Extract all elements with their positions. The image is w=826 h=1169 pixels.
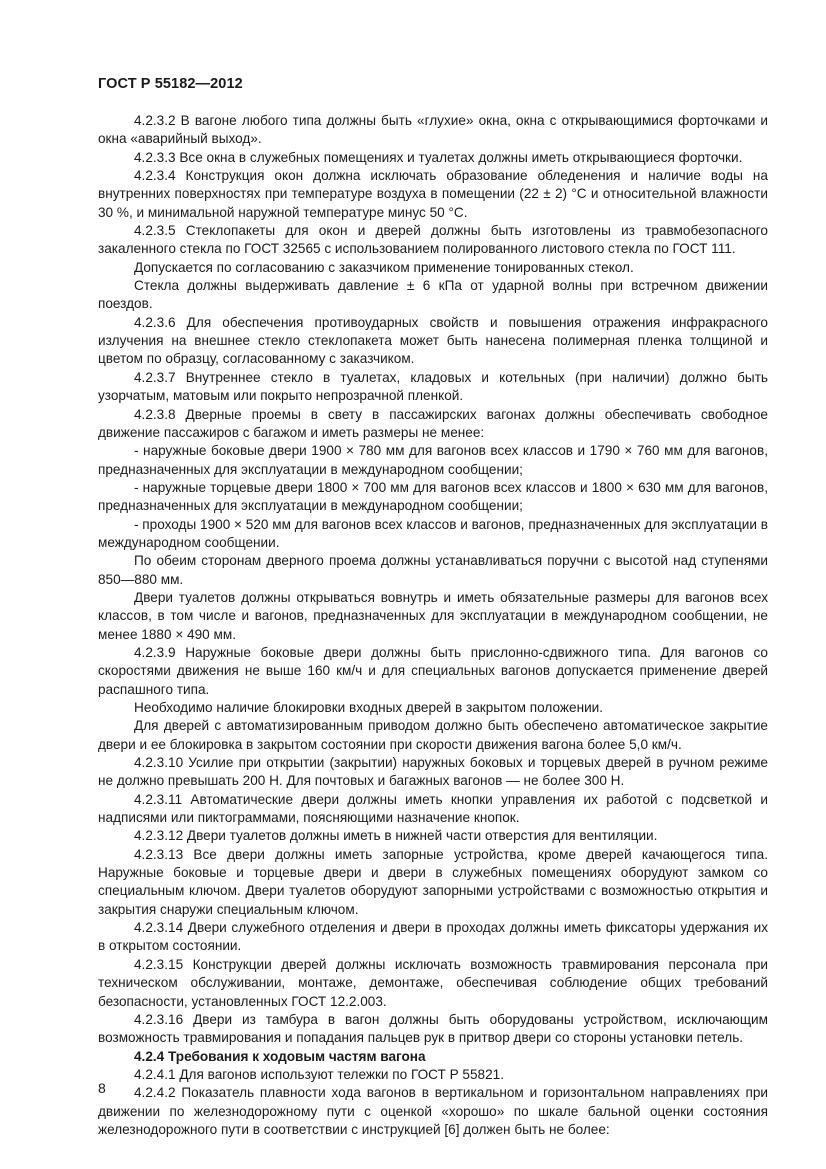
paragraph: По обеим сторонам дверного проема должны устанавливаться поручни с высотой над ступенями 850—880 мм. [98, 553, 768, 587]
paragraph: 4.2.3.4 Конструкция окон должна исключать образование обледенения и наличие воды на внутренних поверхностях при температуре воздуха в помещении (22 ± 2) °С и относительной влажности 30 %, и минимальной наружной температуре минус 50 °С. [98, 168, 768, 220]
paragraph: 4.2.3.11 Автоматические двери должны иметь кнопки управления их работой с подсветкой и надписями или пиктограммами, поясняющими назначение кнопок. [98, 791, 768, 826]
paragraph: - проходы 1900 × 520 мм для вагонов всех классов и вагонов, предназначенных для эксплуатации в международном сообщении. [98, 516, 768, 550]
paragraph: Стекла должны выдерживать давление ± 6 кПа от ударной волны при встречном движении поездов. [98, 278, 768, 312]
document-header: ГОСТ Р 55182—2012 [98, 76, 243, 92]
paragraph: 4.2.3.14 Двери служебного отделения и двери в проходах должны иметь фиксаторы удержания их в открытом состоянии. [98, 920, 768, 954]
paragraph: Двери туалетов должны открываться вовнутрь и иметь обязательные размеры для вагонов всех классов, в том числе и вагонов, предназначенных для эксплуатации в международном сообщении, не менее 1880 × 490 мм. [98, 589, 768, 642]
paragraph: 4.2.3.12 Двери туалетов должны иметь в нижней части отверстия для вентиляции. [134, 828, 658, 844]
paragraph: 4.2.3.8 Дверные проемы в свету в пассажирских вагонах должны обеспечивать свободное движение пассажиров с багажом и иметь размеры не менее: [98, 406, 768, 440]
paragraph: 4.2.3.5 Стеклопакеты для окон и дверей должны быть изготовлены из травмобезопасного закаленного стекла по ГОСТ 32565 с использованием полированного листового стекла по ГОСТ 111. [98, 223, 768, 257]
paragraph: Допускается по согласованию с заказчиком применение тонированных стекол. [134, 259, 634, 275]
paragraph: - наружные торцевые двери 1800 × 700 мм для вагонов всех классов и 1800 × 630 мм для вагонов, предназначенных для эксплуатации в международном сообщении; [98, 479, 768, 514]
paragraph: 4.2.3.9 Наружные боковые двери должны быть прислонно-сдвижного типа. Для вагонов со скоростями движения не выше 160 км/ч и для специальных вагонов допускается применение дверей распашного типа. [98, 644, 768, 697]
paragraph: 4.2.3.3 Все окна в служебных помещениях и туалетах должны иметь открывающиеся форточки. [134, 149, 743, 165]
paragraph: 4.2.3.10 Усилие при открытии (закрытии) наружных боковых и торцевых дверей в ручном режиме не должно превышать 200 Н. Для почтовых и багажных вагонов — не более 300 Н. [98, 755, 768, 789]
paragraph: 4.2.3.13 Все двери должны иметь запорные устройства, кроме дверей качающегося типа. Наружные боковые и торцевые двери и двери в служебных помещениях оборудуют замком со специальным ключом. Двери туалетов оборудуют запорными устройствами с возможностью открытия и закрытия снаружи специальным ключом. [98, 846, 768, 917]
paragraph: 4.2.4.1 Для вагонов используют тележки по ГОСТ Р 55821. [134, 1066, 505, 1082]
paragraph: 4.2.4.2 Показатель плавности хода вагонов в вертикальном и горизонтальном направлениях при движении по железнодорожному пути с оценкой «хорошо» по шкале бальной оценки состояния железнодорожного пути в соответствии с инструкцией [6] должен быть не более: [98, 1085, 768, 1137]
paragraph: Необходимо наличие блокировки входных дверей в закрытом положении. [134, 700, 604, 715]
paragraph: 4.2.3.6 Для обеспечения противоударных свойств и повышения отражения инфракрасного излучения на внешнее стекло стеклопакета может быть нанесена полимерная пленка толщиной и цветом по образцу, согласованному с заказчиком. [98, 314, 768, 367]
paragraph: Для дверей с автоматизированным приводом должно быть обеспечено автоматическое закрытие двери и ее блокировка в закрытом состоянии при скорости движения вагона более 5,0 км/ч. [98, 718, 768, 752]
paragraph: 4.2.3.16 Двери из тамбура в вагон должны быть оборудованы устройством, исключающим возможность травмирования и попадания пальцев рук в притвор двери со стороны установки петель. [98, 1011, 768, 1046]
paragraph: 4.2.3.15 Конструкции дверей должны исключать возможность травмирования персонала при техническом обслуживании, монтаже, демонтаже, обеспечивая соблюдение общих требований безопасности, установленных ГОСТ 12.2.003. [98, 956, 768, 1009]
document-body [98, 112, 768, 1139]
paragraph: 4.2.3.2 В вагоне любого типа должны быть «глухие» окна, окна с открывающимися форточками и окна «аварийный выход». [98, 113, 768, 147]
paragraph: 4.2.3.7 Внутреннее стекло в туалетах, кладовых и котельных (при наличии) должно быть узорчатым, матовым или покрыто непрозрачной пленкой. [98, 369, 768, 404]
section-heading: 4.2.4 Требования к ходовым частям вагона [134, 1048, 426, 1064]
page-number: 8 [98, 1080, 106, 1096]
paragraph: - наружные боковые двери 1900 × 780 мм для вагонов всех классов и 1790 × 760 мм для вагонов, предназначенных для эксплуатации в международном сообщении; [98, 443, 768, 477]
